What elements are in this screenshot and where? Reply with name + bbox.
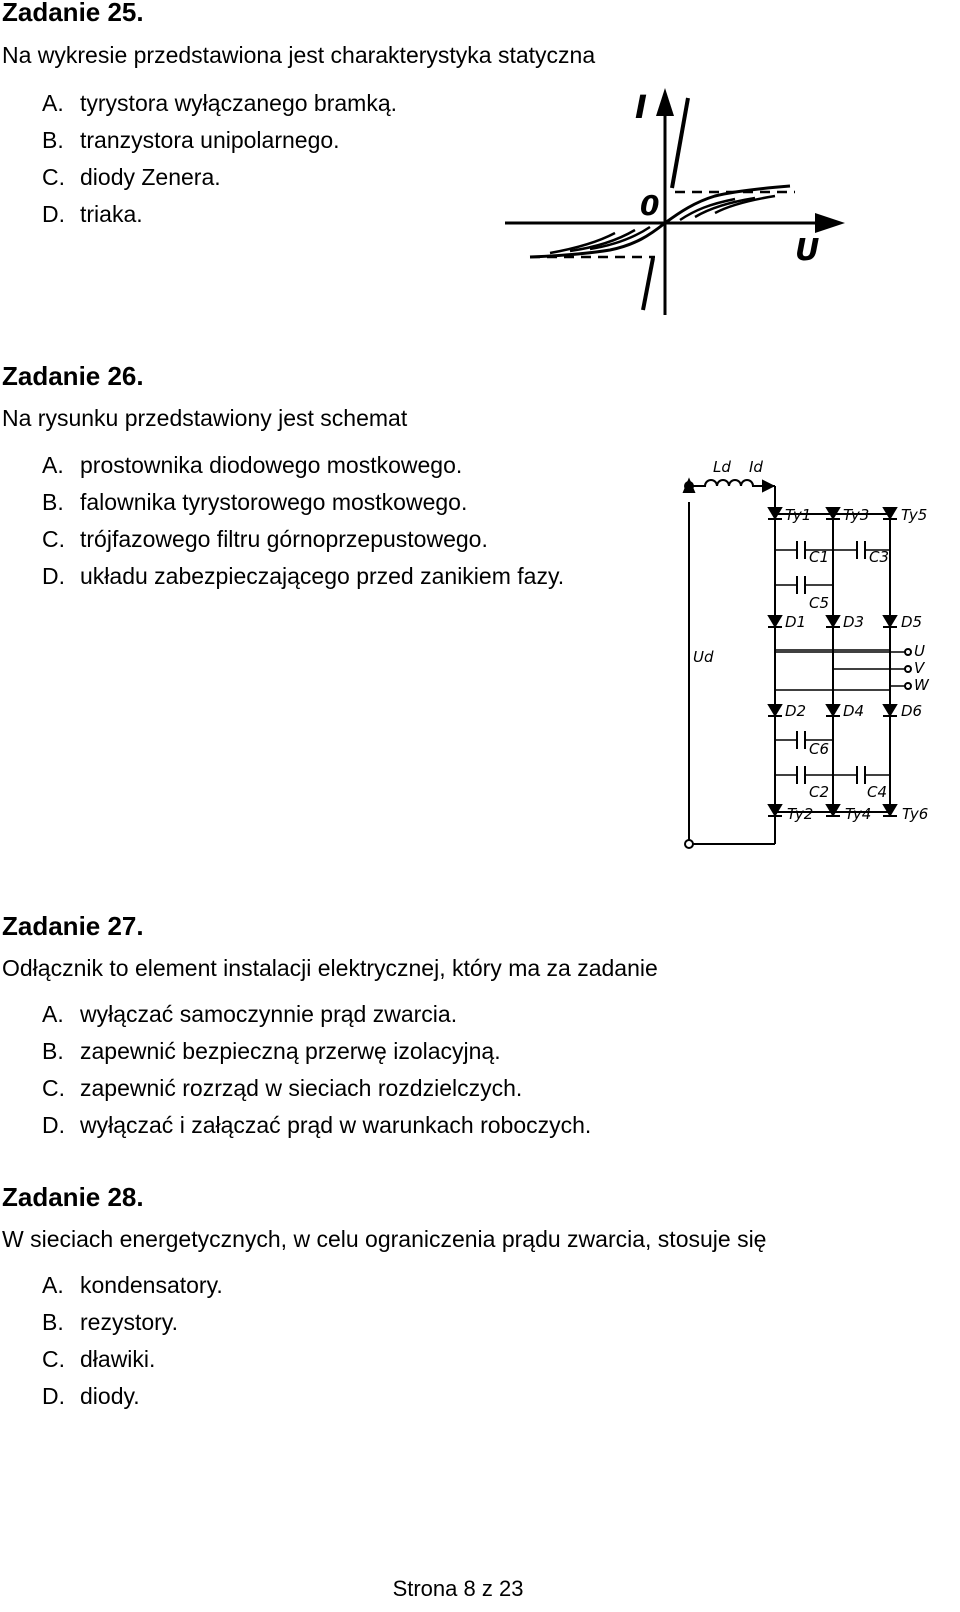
label-ty5: Ty5 (901, 506, 928, 524)
task-26-option-a[interactable]: A. prostownika diodowego mostkowego. (42, 452, 463, 478)
task-27-question: Odłącznik to element instalacji elektrycznej, który ma za zadanie (2, 955, 658, 981)
output-v-terminal (905, 666, 911, 672)
task-25-option-b[interactable]: B. tranzystora unipolarnego. (42, 127, 340, 153)
thyristor-ty6 (883, 805, 897, 816)
output-u-terminal (905, 649, 911, 655)
y-axis-arrow (656, 88, 674, 116)
label-id: Id (749, 458, 763, 476)
label-d6: D6 (901, 702, 923, 720)
label-v: V (914, 659, 925, 677)
task-28-option-a[interactable]: A. kondensatory. (42, 1272, 223, 1298)
task-26-option-b[interactable]: B. falownika tyrystorowego mostkowego. (42, 489, 468, 515)
label-c5: C5 (809, 594, 830, 612)
label-c3: C3 (869, 548, 890, 566)
task-28-option-d[interactable]: D. diody. (42, 1383, 140, 1409)
page-footer: Strona 8 z 23 (392, 1576, 524, 1601)
task-28-heading: Zadanie 28. (2, 1182, 144, 1212)
task-25-heading: Zadanie 25. (2, 0, 144, 27)
task-26-question: Na rysunku przedstawiony jest schemat (2, 405, 408, 431)
label-d2: D2 (785, 702, 807, 720)
label-d5: D5 (901, 613, 923, 631)
circuit-schematic (675, 450, 935, 860)
characteristic-figure (490, 80, 860, 320)
label-d3: D3 (843, 613, 865, 631)
task-27-option-a[interactable]: A. wyłączać samoczynnie prąd zwarcia. (42, 1001, 458, 1027)
x-axis-arrow (815, 213, 845, 233)
task-26-option-c[interactable]: C. trójfazowego filtru górnoprzepustowego. (42, 526, 488, 552)
capacitor-c3 (857, 541, 865, 559)
diode-d3 (826, 616, 840, 627)
diode-d2 (768, 705, 782, 716)
bottom-terminal (685, 840, 693, 848)
label-d1: D1 (785, 613, 807, 631)
task-27-heading: Zadanie 27. (2, 911, 144, 941)
task-27-option-d[interactable]: D. wyłączać i załączać prąd w warunkach roboczych. (42, 1112, 592, 1138)
task-26-option-d[interactable]: D. układu zabezpieczającego przed zanikiem fazy. (42, 563, 565, 589)
inductor-ld (693, 480, 771, 486)
task-27-option-c[interactable]: C. zapewnić rozrząd w sieciach rozdzielczych. (42, 1075, 523, 1101)
label-u: U (914, 642, 925, 660)
label-ty2: Ty2 (787, 805, 814, 823)
lower-steep-branch (643, 258, 653, 310)
task-28-option-b[interactable]: B. rezystory. (42, 1309, 178, 1335)
y-axis-label: I (635, 88, 647, 126)
label-d4: D4 (843, 702, 865, 720)
task-25-option-d[interactable]: D. triaka. (42, 201, 143, 227)
task-25-question: Na wykresie przedstawiona jest charakterystyka statyczna (2, 42, 596, 68)
label-c4: C4 (867, 783, 888, 801)
capacitor-c6 (797, 731, 805, 749)
task-28-question: W sieciach energetycznych, w celu ograniczenia prądu zwarcia, stosuje się (2, 1226, 767, 1252)
label-ty6: Ty6 (902, 805, 929, 823)
label-w: W (914, 676, 929, 694)
label-ty4: Ty4 (845, 805, 872, 823)
diode-d1 (768, 616, 782, 627)
label-c2: C2 (809, 783, 830, 801)
diode-d5 (883, 616, 897, 627)
capacitor-c1 (797, 541, 805, 559)
label-ty1: Ty1 (785, 506, 812, 524)
capacitor-c4 (857, 766, 865, 784)
label-c1: C1 (809, 548, 830, 566)
task-25-option-c[interactable]: C. diody Zenera. (42, 164, 221, 190)
task-25-option-a[interactable]: A. tyrystora wyłączanego bramką. (42, 90, 398, 116)
thyristor-ty4 (826, 805, 840, 816)
label-c6: C6 (809, 740, 830, 758)
capacitor-c2 (797, 766, 805, 784)
label-ld: Ld (713, 458, 731, 476)
label-ud: Ud (693, 648, 714, 666)
label-ty3: Ty3 (843, 506, 870, 524)
diode-d4 (826, 705, 840, 716)
origin-label: 0 (640, 189, 660, 222)
diode-d6 (883, 705, 897, 716)
task-26-heading: Zadanie 26. (2, 361, 144, 391)
voltage-arrow (684, 480, 694, 492)
task-28-option-c[interactable]: C. dławiki. (42, 1346, 156, 1372)
thyristor-ty2 (768, 805, 782, 816)
output-w-terminal (905, 683, 911, 689)
upper-steep-branch (672, 98, 688, 188)
x-axis-label: U (795, 233, 820, 268)
capacitor-c5 (797, 576, 805, 594)
task-27-option-b[interactable]: B. zapewnić bezpieczną przerwę izolacyjną. (42, 1038, 501, 1064)
